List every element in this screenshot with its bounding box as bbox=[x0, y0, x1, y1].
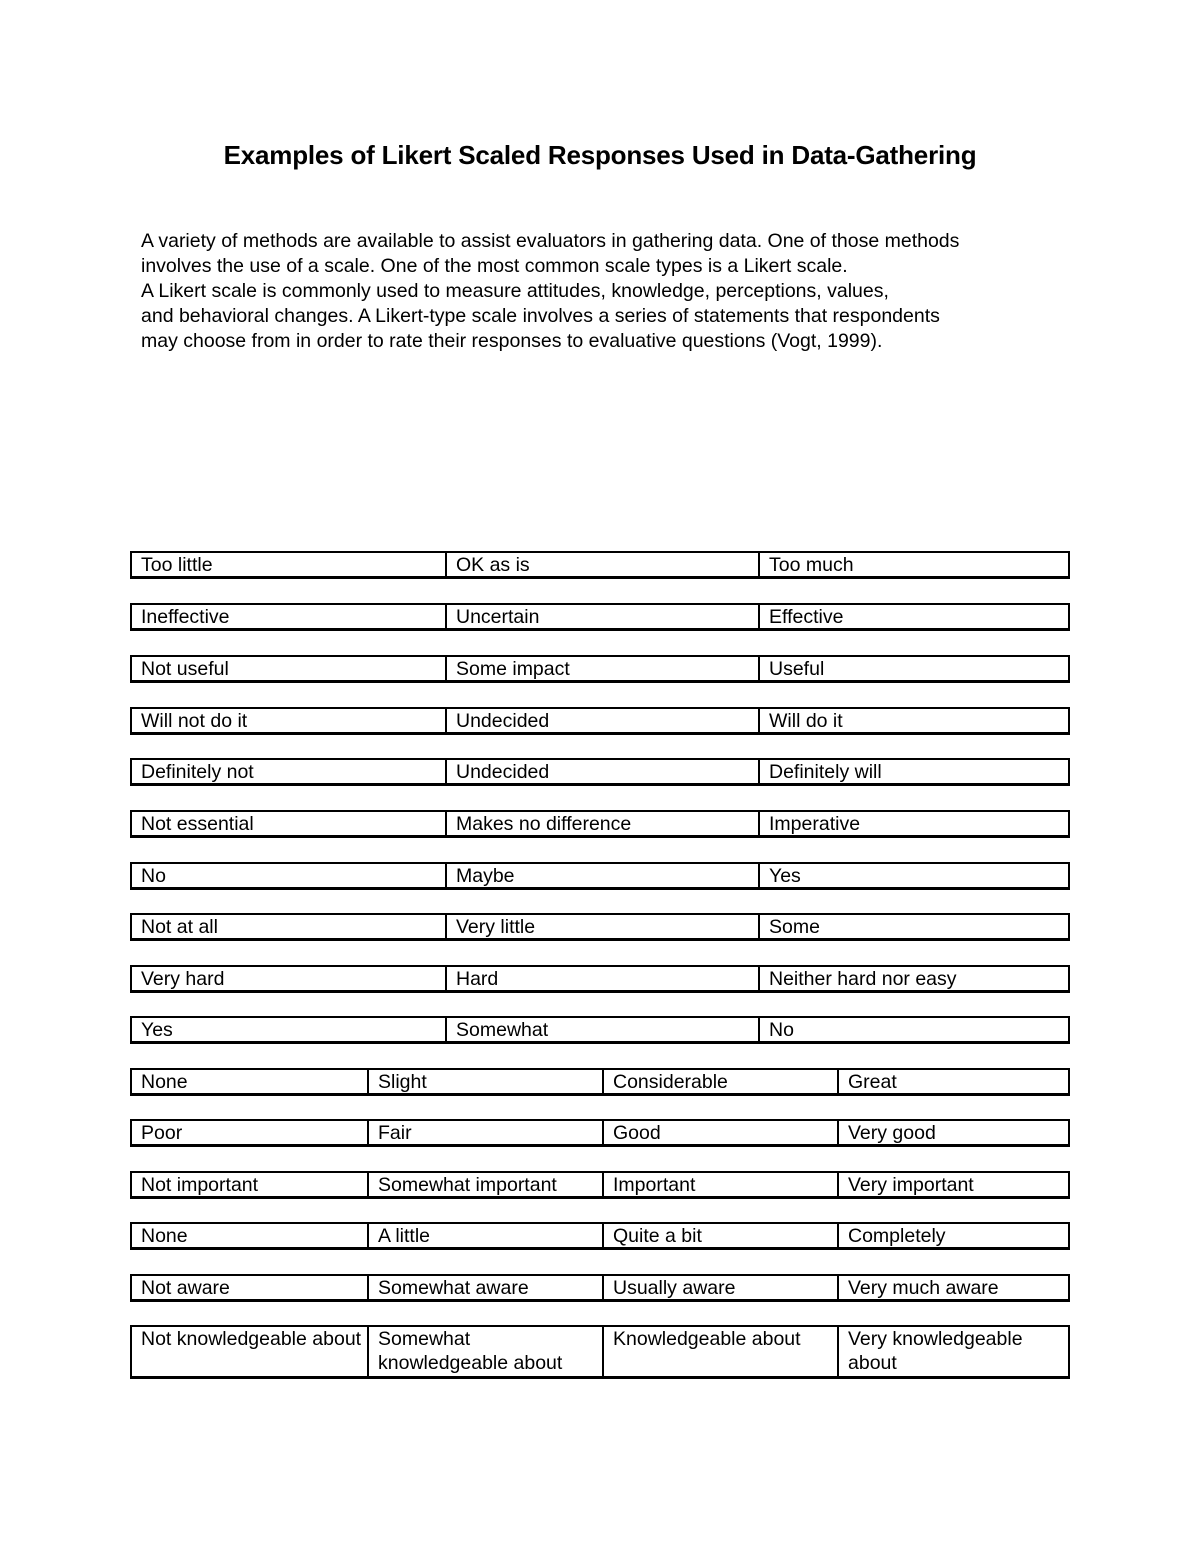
scale-option: Somewhat important bbox=[367, 1173, 602, 1196]
scale-option: Very much aware bbox=[837, 1276, 1068, 1299]
scale-option: Hard bbox=[445, 967, 758, 990]
scale-row bbox=[130, 1325, 1070, 1379]
scale-option: Too little bbox=[141, 554, 213, 576]
scale-option: Definitely will bbox=[758, 760, 1068, 783]
scale-row bbox=[130, 551, 1070, 579]
scale-option: A little bbox=[367, 1224, 602, 1247]
scale-option: Yes bbox=[758, 864, 1068, 887]
scale-option: Neither hard nor easy bbox=[758, 967, 1068, 990]
scale-option: Completely bbox=[837, 1224, 1068, 1247]
scale-option: Not aware bbox=[141, 1277, 230, 1299]
scale-option: None bbox=[141, 1071, 188, 1093]
scale-option: Very important bbox=[837, 1173, 1068, 1196]
scale-row bbox=[130, 1171, 1070, 1199]
scale-row bbox=[130, 655, 1070, 683]
scale-option: Yes bbox=[141, 1019, 173, 1041]
intro-line: may choose from in order to rate their responses to evaluative questions (Vogt, 1999). bbox=[141, 330, 883, 352]
scale-row bbox=[130, 1068, 1070, 1096]
scale-option: Not essential bbox=[141, 813, 254, 835]
scale-option: Not important bbox=[141, 1174, 259, 1196]
scale-option: Usually aware bbox=[602, 1276, 837, 1299]
scale-option: Uncertain bbox=[445, 605, 758, 628]
scale-option: Undecided bbox=[445, 709, 758, 732]
scale-row bbox=[130, 603, 1070, 631]
scale-option: Some impact bbox=[445, 657, 758, 680]
scale-option: OK as is bbox=[445, 553, 758, 576]
intro-line: involves the use of a scale. One of the most common scale types is a Likert scale. bbox=[141, 255, 848, 277]
scale-row bbox=[130, 758, 1070, 786]
scale-option: Somewhat aware bbox=[367, 1276, 602, 1299]
scale-row bbox=[130, 1119, 1070, 1147]
scale-option: Slight bbox=[367, 1070, 602, 1093]
scale-option: Fair bbox=[367, 1121, 602, 1144]
scale-option: Good bbox=[602, 1121, 837, 1144]
scale-row bbox=[130, 707, 1070, 735]
scale-option: Will not do it bbox=[141, 710, 248, 732]
scale-option: Very little bbox=[445, 915, 758, 938]
scale-option: No bbox=[141, 865, 166, 887]
intro-line: A Likert scale is commonly used to measure attitudes, knowledge, perceptions, values, bbox=[141, 280, 889, 302]
scale-row bbox=[130, 913, 1070, 941]
scale-option: Great bbox=[837, 1070, 1068, 1093]
scale-option: Not knowledgeable about bbox=[141, 1328, 362, 1350]
scale-option: Some bbox=[758, 915, 1068, 938]
scale-option: Useful bbox=[758, 657, 1068, 680]
scale-row bbox=[130, 1016, 1070, 1044]
scale-option: Maybe bbox=[445, 864, 758, 887]
scale-option: Effective bbox=[758, 605, 1068, 628]
scale-option: Imperative bbox=[758, 812, 1068, 835]
scale-option: Considerable bbox=[602, 1070, 837, 1093]
scale-option: Very hard bbox=[141, 968, 225, 990]
scale-option: Too much bbox=[758, 553, 1068, 576]
scale-option: Knowledgeable about bbox=[602, 1327, 837, 1376]
scale-row bbox=[130, 810, 1070, 838]
page-title: Examples of Likert Scaled Responses Used in Data-Gathering bbox=[223, 140, 977, 170]
intro-line: and behavioral changes. A Likert-type scale involves a series of statements that respondents bbox=[141, 305, 940, 327]
scale-option: Poor bbox=[141, 1122, 183, 1144]
scale-row bbox=[130, 1274, 1070, 1302]
scale-option: Not useful bbox=[141, 658, 229, 680]
scale-option: Ineffective bbox=[141, 606, 230, 628]
scale-option: Somewhat knowledgeable about bbox=[367, 1327, 602, 1376]
scale-option: Very knowledgeable about bbox=[837, 1327, 1068, 1376]
scale-row bbox=[130, 862, 1070, 890]
scale-option: Not at all bbox=[141, 916, 218, 938]
scale-option: Somewhat bbox=[445, 1018, 758, 1041]
scale-option: None bbox=[141, 1225, 188, 1247]
scale-option: Definitely not bbox=[141, 761, 254, 783]
intro-line: A variety of methods are available to assist evaluators in gathering data. One of those methods bbox=[141, 230, 960, 252]
scale-option: Important bbox=[602, 1173, 837, 1196]
scale-option: Undecided bbox=[445, 760, 758, 783]
scale-row bbox=[130, 965, 1070, 993]
scale-option: Makes no difference bbox=[445, 812, 758, 835]
scale-option: Will do it bbox=[758, 709, 1068, 732]
scale-option: Quite a bit bbox=[602, 1224, 837, 1247]
scale-option: No bbox=[758, 1018, 1068, 1041]
scale-row bbox=[130, 1222, 1070, 1250]
scale-option: Very good bbox=[837, 1121, 1068, 1144]
